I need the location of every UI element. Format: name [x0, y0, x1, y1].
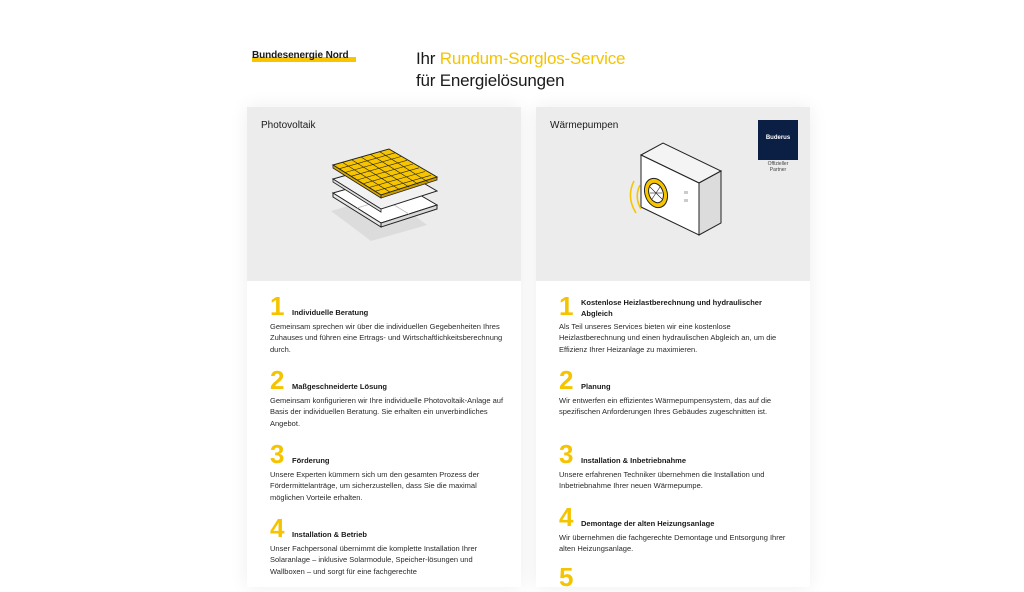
partner-line2: Partner [769, 167, 787, 173]
waermepumpen-header-panel [536, 107, 810, 281]
headline-accent: Rundum-Sorglos-Service [439, 49, 626, 68]
photovoltaik-card [247, 107, 521, 587]
partner-line1: Offizieller [767, 161, 789, 167]
step-title: Kostenlose Heizlastberechnung und hydraulischer Abgleich [581, 298, 762, 318]
step-title: Installation & Betrieb [292, 530, 368, 539]
step-body: Gemeinsam konfigurieren wir Ihre individuelle Photovoltaik-Anlage auf Basis der individuellen Beratung. Sie erhalten ein unverbindliches Angebot. [270, 396, 504, 428]
headline-line2: für Energielösungen [416, 71, 565, 90]
photovoltaik-header-panel [247, 107, 521, 281]
solar-panel-icon [247, 107, 521, 281]
step-title: Demontage der alten Heizungsanlage [581, 519, 715, 528]
step-body: Unser Fachpersonal übernimmt die komplette Installation Ihrer Solaranlage – inklusive Solarmodule, Speicher-lösungen und Wallboxen – und sorgt für eine fachgerechte [270, 544, 478, 576]
step-body: Gemeinsam sprechen wir über die individuellen Gegebenheiten Ihres Zuhauses und führen eine Ertrags- und Wirtschaftlichkeitsberechnung durch. [270, 322, 503, 354]
step-number: 5 [559, 562, 574, 592]
heat-pump-icon [536, 107, 810, 281]
photovoltaik-title: Photovoltaik [261, 120, 316, 131]
step-number: 2 [270, 365, 285, 395]
step-body: Unsere erfahrenen Techniker übernehmen die Installation und Inbetriebnahme Ihrer neuen Wärmepumpe. [559, 470, 765, 491]
step-body: Als Teil unseres Services bieten wir eine kostenlose Heizlastberechnung und einen hydraulischen Abgleich an, um die Effizienz Ihrer Heizanlage zu maximieren. [559, 322, 777, 354]
buderus-logo-text: Buderus [765, 135, 791, 141]
step-number: 1 [559, 291, 574, 321]
step-number: 3 [559, 439, 574, 469]
step-number: 4 [559, 502, 574, 532]
step-body: Unsere Experten kümmern sich um den gesamten Prozess der Fördermittelanträge, um sicherzustellen, dass Sie die maximal möglichen Vorteile erhalten. [270, 470, 480, 502]
step-title: Individuelle Beratung [292, 308, 369, 317]
headline-prefix: Ihr [416, 49, 440, 68]
step-title: Förderung [292, 456, 330, 465]
step-title: Planung [581, 382, 611, 391]
waermepumpen-title: Wärmepumpen [550, 120, 619, 131]
step-title: Maßgeschneiderte Lösung [292, 382, 388, 391]
step-title: Installation & Inbetriebnahme [581, 456, 687, 465]
step-number: 4 [270, 513, 285, 543]
page-headline [416, 48, 625, 92]
waermepumpen-card [536, 107, 810, 592]
brand-name: Bundesenergie Nord [252, 50, 349, 61]
step-number: 2 [559, 365, 574, 395]
step-body: Wir übernehmen die fachgerechte Demontage und Entsorgung Ihrer alten Heizungsanlage. [559, 533, 786, 554]
step-number: 3 [270, 439, 285, 469]
step-body: Wir entwerfen ein effizientes Wärmepumpensystem, das auf die spezifischen Anforderungen Ihres Gebäudes zugeschnitten ist. [559, 396, 772, 417]
step-number: 1 [270, 291, 285, 321]
